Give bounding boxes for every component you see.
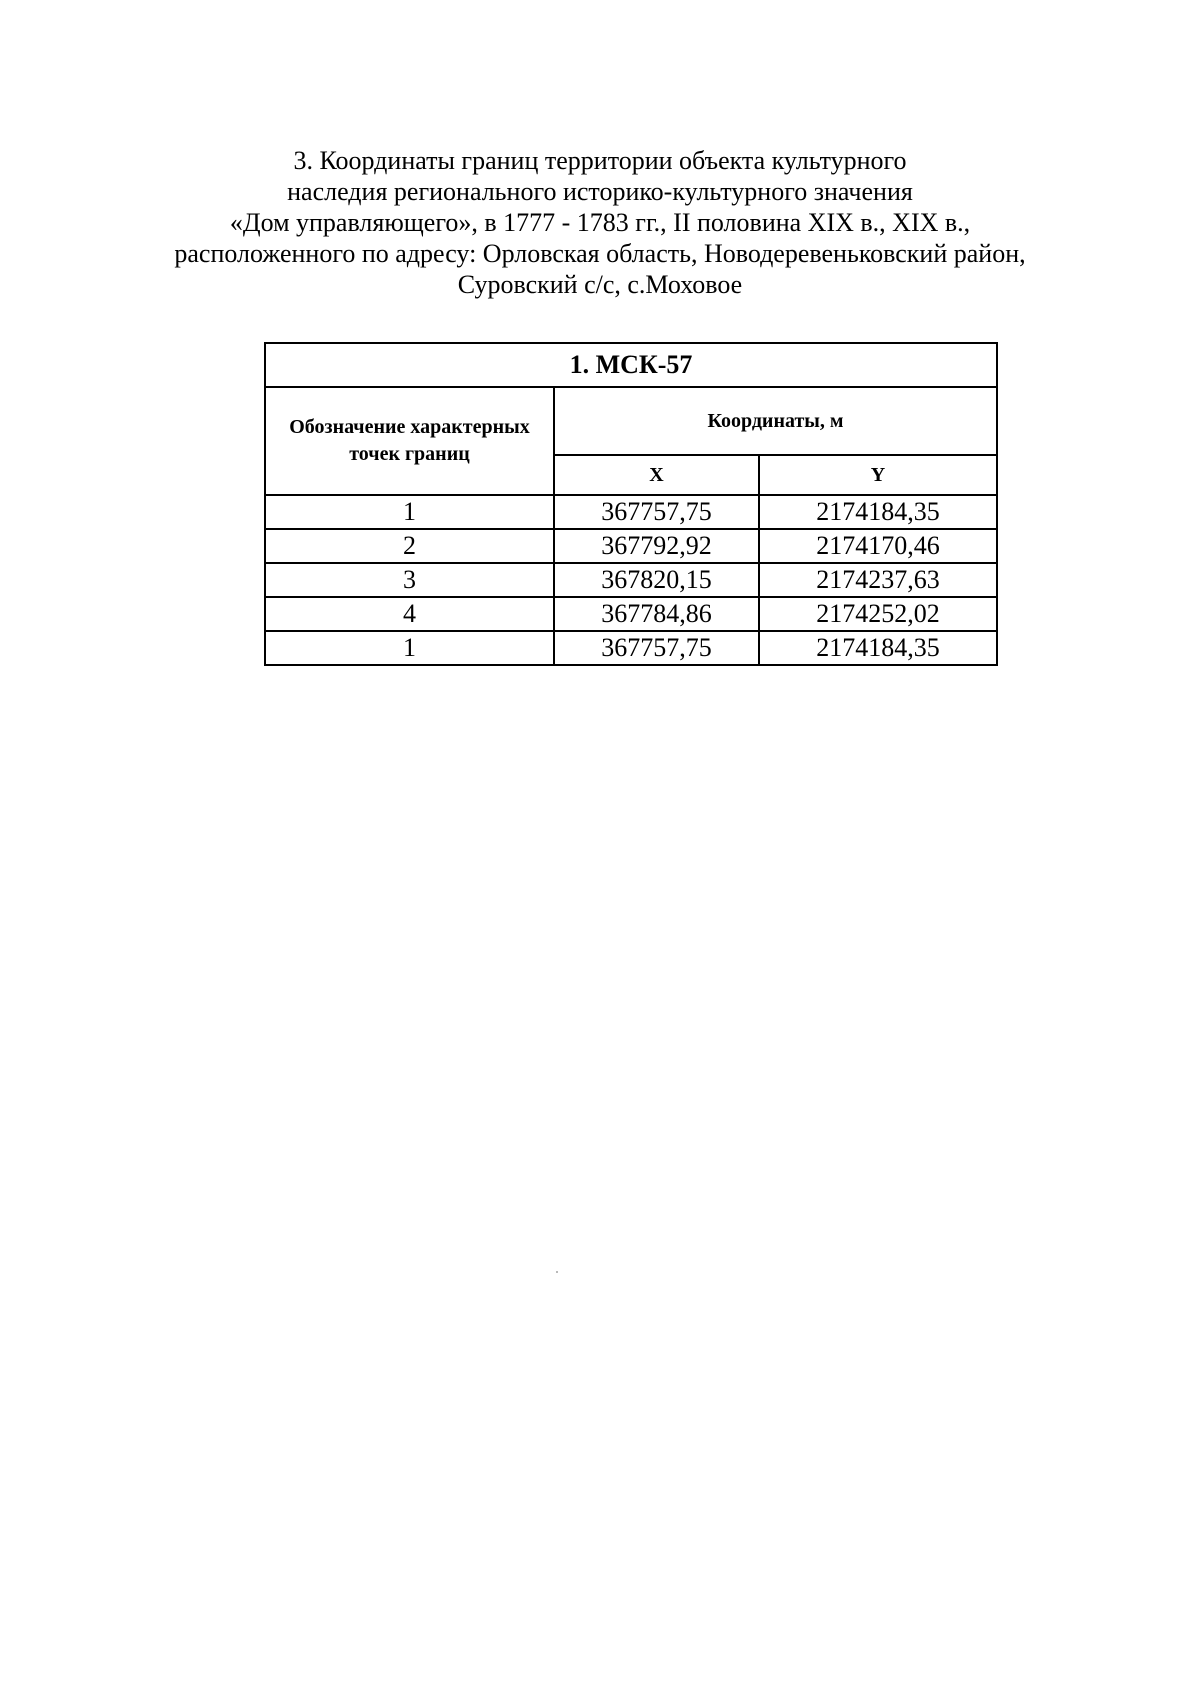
- point-cell: 1: [265, 631, 554, 665]
- x-cell: 367792,92: [554, 529, 759, 563]
- point-cell: 3: [265, 563, 554, 597]
- heading-line: 3. Координаты границ территории объекта культурного: [293, 146, 907, 175]
- scan-speck: [556, 1271, 558, 1273]
- table-row: [265, 529, 997, 563]
- heading-line: «Дом управляющего», в 1777 - 1783 гг., II половина XIX в., XIX в.,: [229, 208, 971, 237]
- heading-line: наследия регионального историко-культурного значения: [287, 177, 913, 206]
- table-row: [265, 563, 997, 597]
- heading-line: расположенного по адресу: Орловская область, Новодеревеньковский район,: [174, 239, 1026, 268]
- x-header: X: [554, 455, 759, 495]
- document-heading: [120, 145, 1080, 300]
- point-designation-header: Обозначение характерных точек границ: [265, 387, 554, 495]
- y-cell: 2174237,63: [759, 563, 997, 597]
- y-cell: 2174170,46: [759, 529, 997, 563]
- coordinates-table: [264, 342, 998, 666]
- heading-line: Суровский с/с, с.Моховое: [457, 270, 743, 299]
- table-row: [265, 631, 997, 665]
- y-cell: 2174184,35: [759, 631, 997, 665]
- y-header: Y: [759, 455, 997, 495]
- table-title: 1. МСК-57: [265, 343, 997, 387]
- table-header-row: [265, 387, 997, 455]
- point-cell: 1: [265, 495, 554, 529]
- table-row: [265, 495, 997, 529]
- table-row: [265, 597, 997, 631]
- x-cell: 367757,75: [554, 631, 759, 665]
- point-cell: 4: [265, 597, 554, 631]
- x-cell: 367784,86: [554, 597, 759, 631]
- x-cell: 367820,15: [554, 563, 759, 597]
- y-cell: 2174184,35: [759, 495, 997, 529]
- y-cell: 2174252,02: [759, 597, 997, 631]
- table-title-row: [265, 343, 997, 387]
- x-cell: 367757,75: [554, 495, 759, 529]
- point-cell: 2: [265, 529, 554, 563]
- coordinates-header: Координаты, м: [554, 387, 997, 455]
